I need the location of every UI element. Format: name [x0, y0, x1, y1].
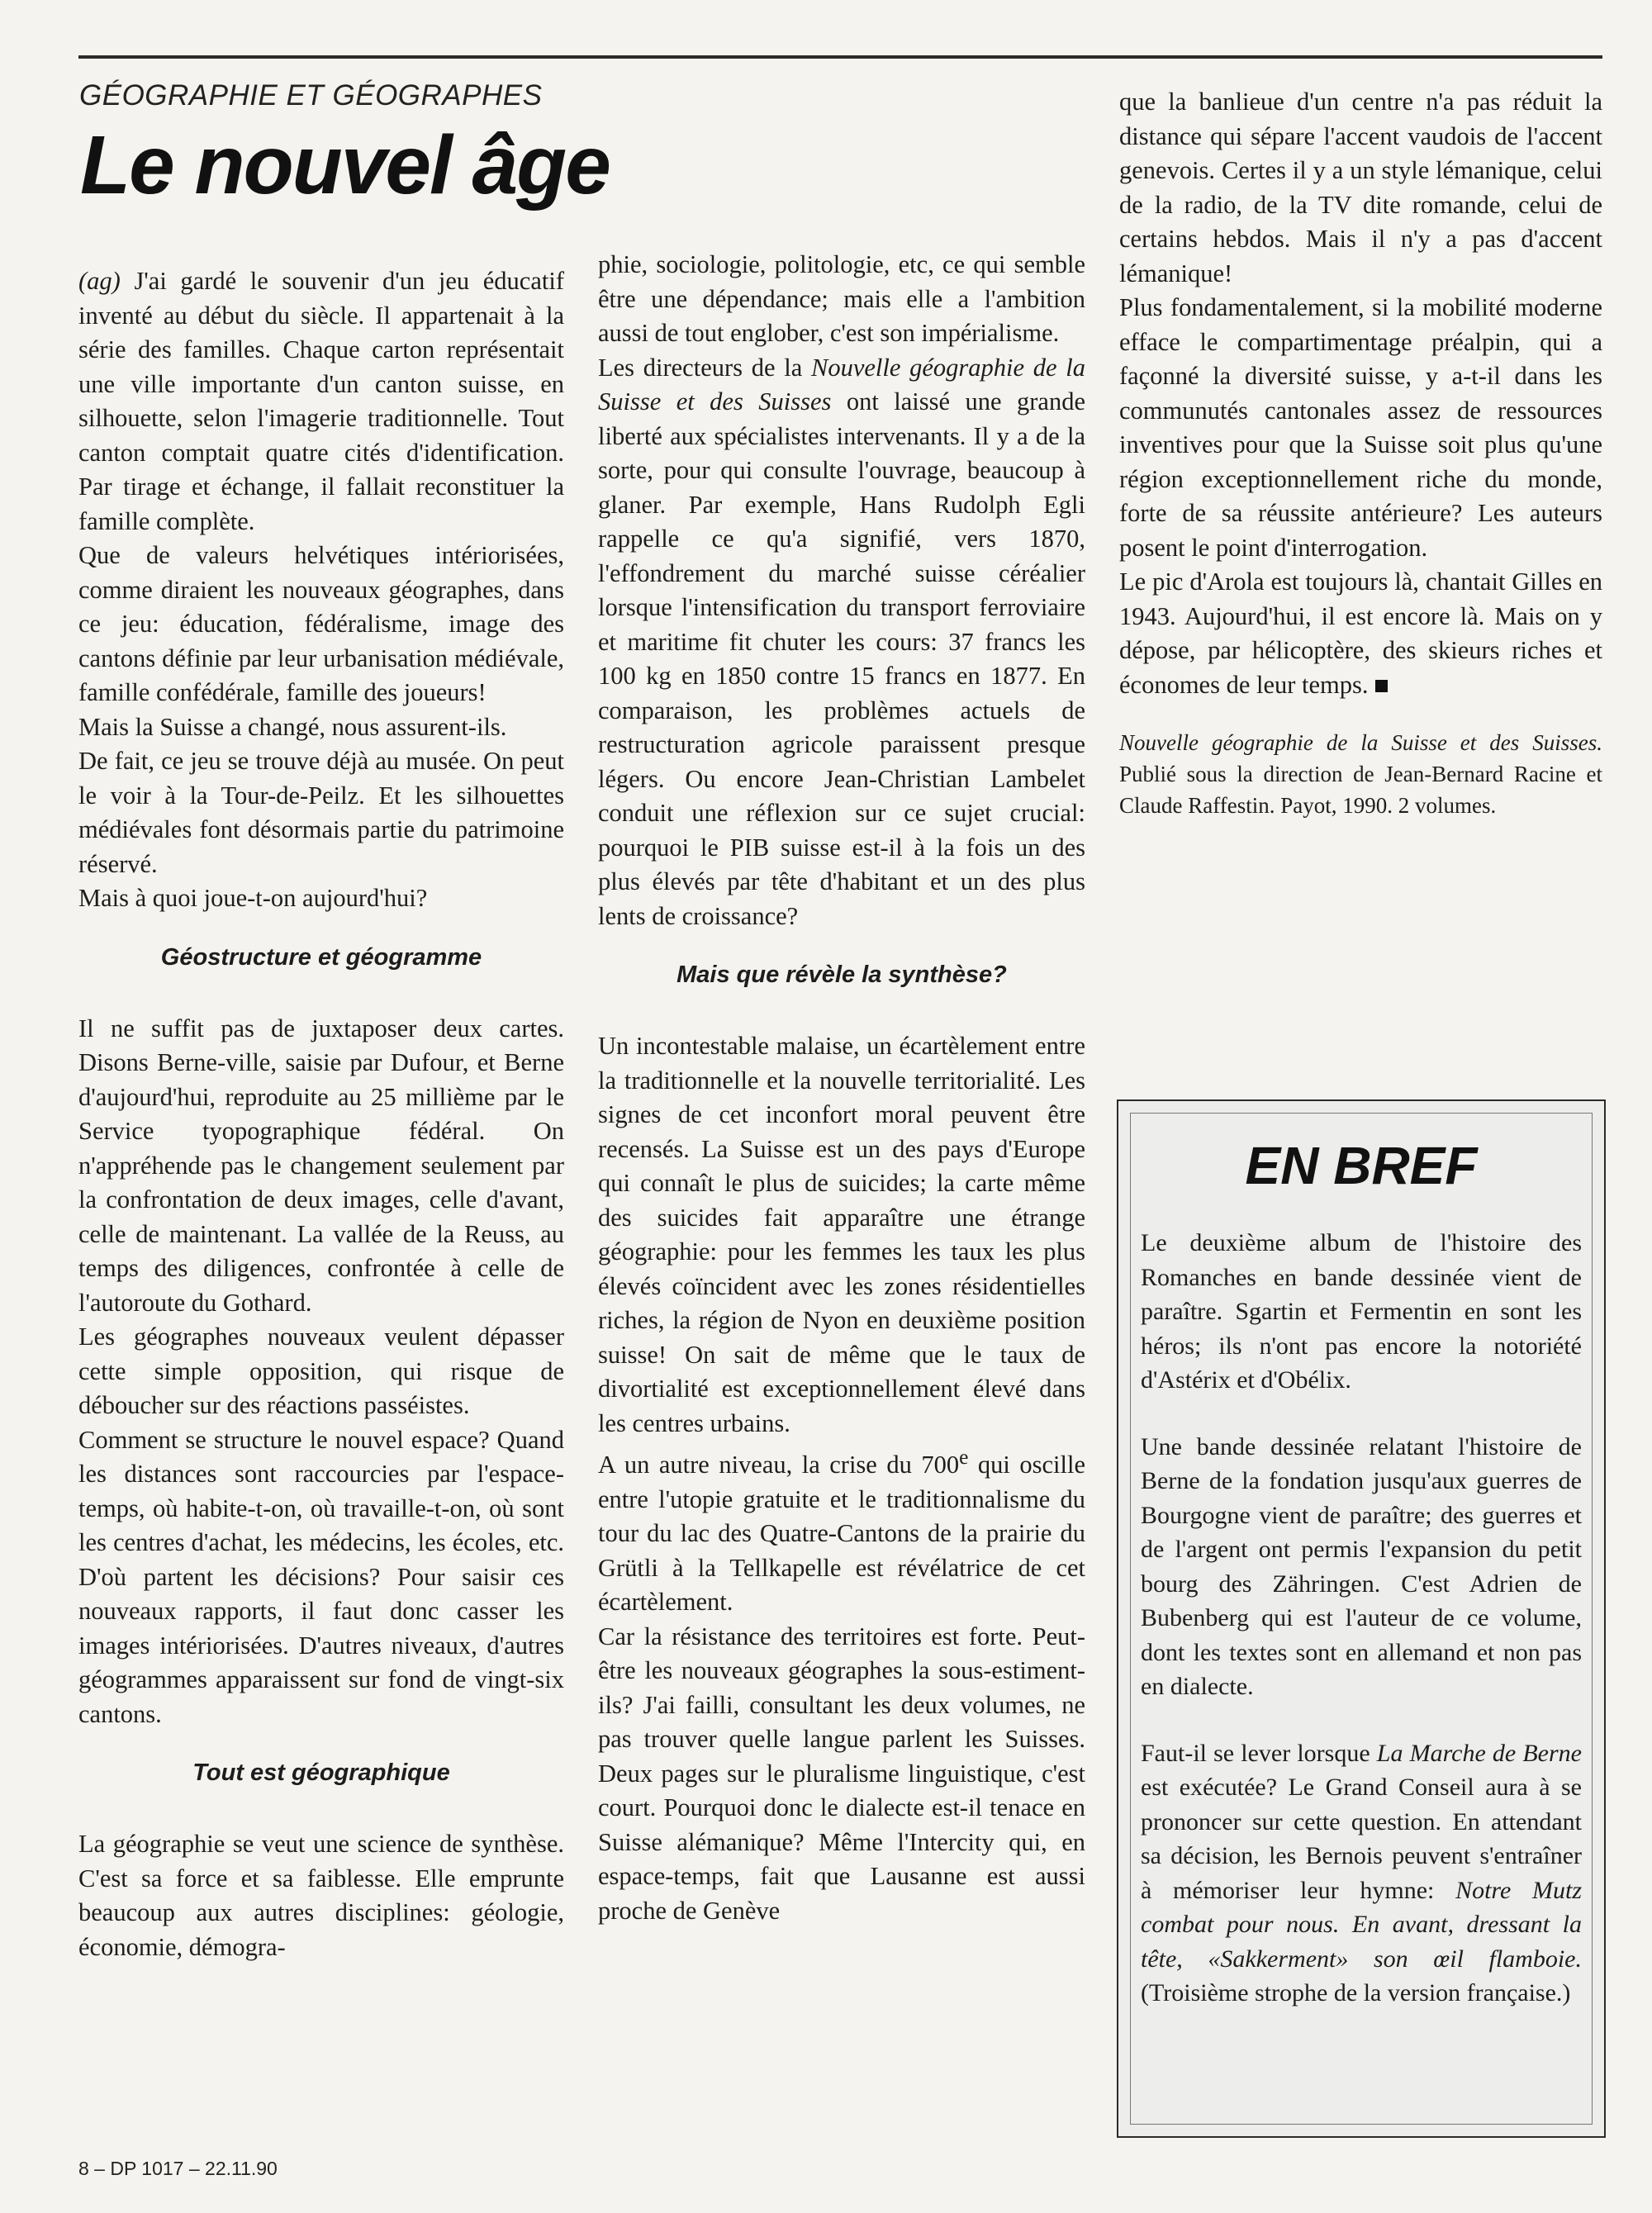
subheading: Géostructure et géogramme [160, 943, 482, 971]
paragraph: Il ne suffit pas de juxtaposer deux cartes. Disons Berne-ville, saisie par Dufour, et Berne d'aujourd'hui, reproduite au 25 millième par le Service tyopographique fédéral. On n'appréhende pas le changement seulement par la confrontation de deux images, celle d'avant, celle de maintenant. La vallée de la Reuss, au temps des diligences, confrontée à celle de l'autoroute du Gothard. [78, 1014, 564, 1317]
paragraph: Le pic d'Arola est toujours là, chantait Gilles en 1943. Aujourd'hui, il est encore là. Mais on y dépose, par hélicoptère, des skieurs riches et économes de leur temps. [1119, 567, 1602, 699]
book-title: Nouvelle géographie de la Suisse et des Suisses [598, 353, 1085, 416]
paragraph: Un incontestable malaise, un écartèlement entre la traditionnelle et la nouvelle territorialité. Les signes de cet inconfort moral peuvent être recensés. La Suisse est un des pays d'Europe qui connaît le plus de suicides; la carte même des suicides fait apparaître une étrange géographie: pour les femmes les taux les plus élevés coïncident avec les zones résidentielles riches, la région de Nyon en deuxième position suisse! On sait de même que le taux de divortialité est exceptionnellement élevé dans les centres urbains. [598, 1032, 1085, 1437]
subheading: Mais que révèle la synthèse? [676, 962, 1007, 988]
brief-item: Une bande dessinée relatant l'histoire de Berne de la fondation jusqu'aux guerres de Bourgogne vient de paraître; des guerres et de l'argent ont permis l'expansion du petit bourg des Zähringen. C'est Adrien de Bubenberg qui est l'auteur de ce volume, dont les textes sont en allemand et non pas en dialecte. [1141, 1432, 1582, 1700]
en-bref-content [1141, 1226, 1582, 2011]
paragraph: Car la résistance des territoires est forte. Peut-être les nouveaux géographes la sous-estiment-ils? J'ai failli, consultant les deux volumes, ne pas trouver quelle langue parlent les Suisses. Deux pages sur le pluralisme linguistique, c'est court. Pourquoi donc le dialecte est-il tenace en Suisse alémanique? Même l'Intercity qui, en espace-temps, fait que Lausanne est aussi proche de Genève [598, 1622, 1085, 1925]
paragraph: Mais la Suisse a changé, nous assurent-ils. [78, 712, 507, 741]
section-kicker: GÉOGRAPHIE ET GÉOGRAPHES [79, 79, 543, 112]
paragraph: (ag) J'ai gardé le souvenir d'un jeu éducatif inventé au début du siècle. Il appartenait à la série des familles. Chaque carton représentait une ville importante d'un canton suisse, en silhouette, selon l'imagerie traditionnelle. Tout canton comptait quatre cités d'identification. Par tirage et échange, il fallait reconstituer la famille complète. [78, 267, 564, 535]
subheading: Tout est géographique [192, 1759, 450, 1786]
paragraph: De fait, ce jeu se trouve déjà au musée. On peut le voir à la Tour-de-Peilz. Et les silhouettes médiévales font désormais partie du patrimoine réservé. [78, 747, 564, 878]
book-credit: Nouvelle géographie de la Suisse et des Suisses. Publié sous la direction de Jean-Bernard Racine et Claude Raffestin. Payot, 1990. 2 volumes. [1119, 730, 1602, 818]
brief-item: Faut-il se lever lorsque La Marche de Berne est exécutée? Le Grand Conseil aura à se prononcer sur cette question. En attendant sa décision, les Bernois peuvent s'entraîner à mémoriser leur hymne: Notre Mutz combat pour nous. En avant, dressant la tête, «Sakkerment» son œil flamboie. (Troisième strophe de la version française.) [1141, 1739, 1582, 2006]
en-bref-box [1117, 1099, 1606, 2138]
paragraph: Mais à quoi joue-t-on aujourd'hui? [78, 884, 428, 912]
column-1 [78, 264, 564, 1964]
author-initials: (ag) [78, 267, 121, 295]
paragraph: Plus fondamentalement, si la mobilité moderne efface le compartimentage préalpin, qui a façonné la diversité suisse, y a-t-il dans les communutés cantonales assez de ressources inventives pour que la Suisse soit plus qu'une région exceptionnellement riche du monde, forte de sa réussite antérieure? Les auteurs posent le point d'interrogation. [1119, 293, 1602, 562]
page-folio: 8 – DP 1017 – 22.11.90 [78, 2158, 278, 2179]
paragraph: Les directeurs de la Nouvelle géographie de la Suisse et des Suisses ont laissé une grande liberté aux spécialistes intervenants. Il y a de la sorte, pour qui consulte l'ouvrage, beaucoup à glaner. Par exemple, Hans Rudolph Egli rappelle ce qu'a signifié, vers 1870, l'effondrement du marché suisse céréalier lorsque l'intensification du transport ferroviaire et maritime fit chuter les cours: 37 francs les 100 kg en 1850 contre 15 francs en 1877. En comparaison, les problèmes actuels de restructuration agricole paraissent presque légers. Ou encore Jean-Christian Lambelet conduit une réflexion sur ce sujet crucial: pourquoi le PIB suisse est-il à la fois un des plus élevés par tête d'habitant et un des plus lents de croissance? [598, 353, 1085, 930]
paragraph: Que de valeurs helvétiques intériorisées, comme diraient les nouveaux géographes, dans ce jeu: éducation, fédéralisme, image des cantons définie par leur urbanisation médiévale, famille confédérale, famille des joueurs! [78, 541, 564, 706]
brief-item: Le deuxième album de l'histoire des Romanches en bande dessinée vient de paraître. Sgartin et Fermentin en sont les héros; ils n'ont pas encore la notoriété d'Astérix et d'Obélix. [1141, 1229, 1582, 1394]
paragraph: Comment se structure le nouvel espace? Quand les distances sont raccourcies par l'espace-temps, où habite-t-on, où travaille-t-on, où sont les centres d'achat, les médecins, les écoles, etc. D'où partent les décisions? Pour saisir ces nouveaux rapports, il faut donc casser les images intériorisées. D'autres niveaux, d'autres géogrammes apparaissent sur fond de vingt-six cantons. [78, 1425, 564, 1728]
headline: Le nouvel âge [80, 119, 610, 211]
en-bref-title: EN BREF [1245, 1136, 1478, 1195]
top-rule [78, 55, 1602, 59]
column-2 [598, 248, 1085, 1928]
column-3 [1119, 85, 1602, 821]
paragraph: phie, sociologie, politologie, etc, ce qui semble être une dépendance; mais elle a l'ambition aussi de tout englober, c'est son impérialisme. [598, 250, 1085, 347]
paragraph: que la banlieue d'un centre n'a pas réduit la distance qui sépare l'accent vaudois de l'accent genevois. Certes il y a un style lémanique, celui de la radio, de la TV dite romande, celui de certains hebdos. Mais il n'y a pas d'accent lémanique! [1119, 88, 1602, 287]
paragraph: A un autre niveau, la crise du 700e qui oscille entre l'utopie gratuite et le traditionnalisme du tour du lac des Quatre-Cantons de la prairie du Grütli à la Tellkapelle est révélatrice de cet écartèlement. [598, 1446, 1085, 1617]
en-bref-frame [1130, 1113, 1593, 2125]
paragraph: La géographie se veut une science de synthèse. C'est sa force et sa faiblesse. Elle emprunte beaucoup aux autres disciplines: géologie, économie, démogra- [78, 1830, 564, 1961]
paragraph: Les géographes nouveaux veulent dépasser cette simple opposition, qui risque de déboucher sur des réactions passéistes. [78, 1323, 564, 1419]
end-mark-icon [1375, 680, 1388, 692]
